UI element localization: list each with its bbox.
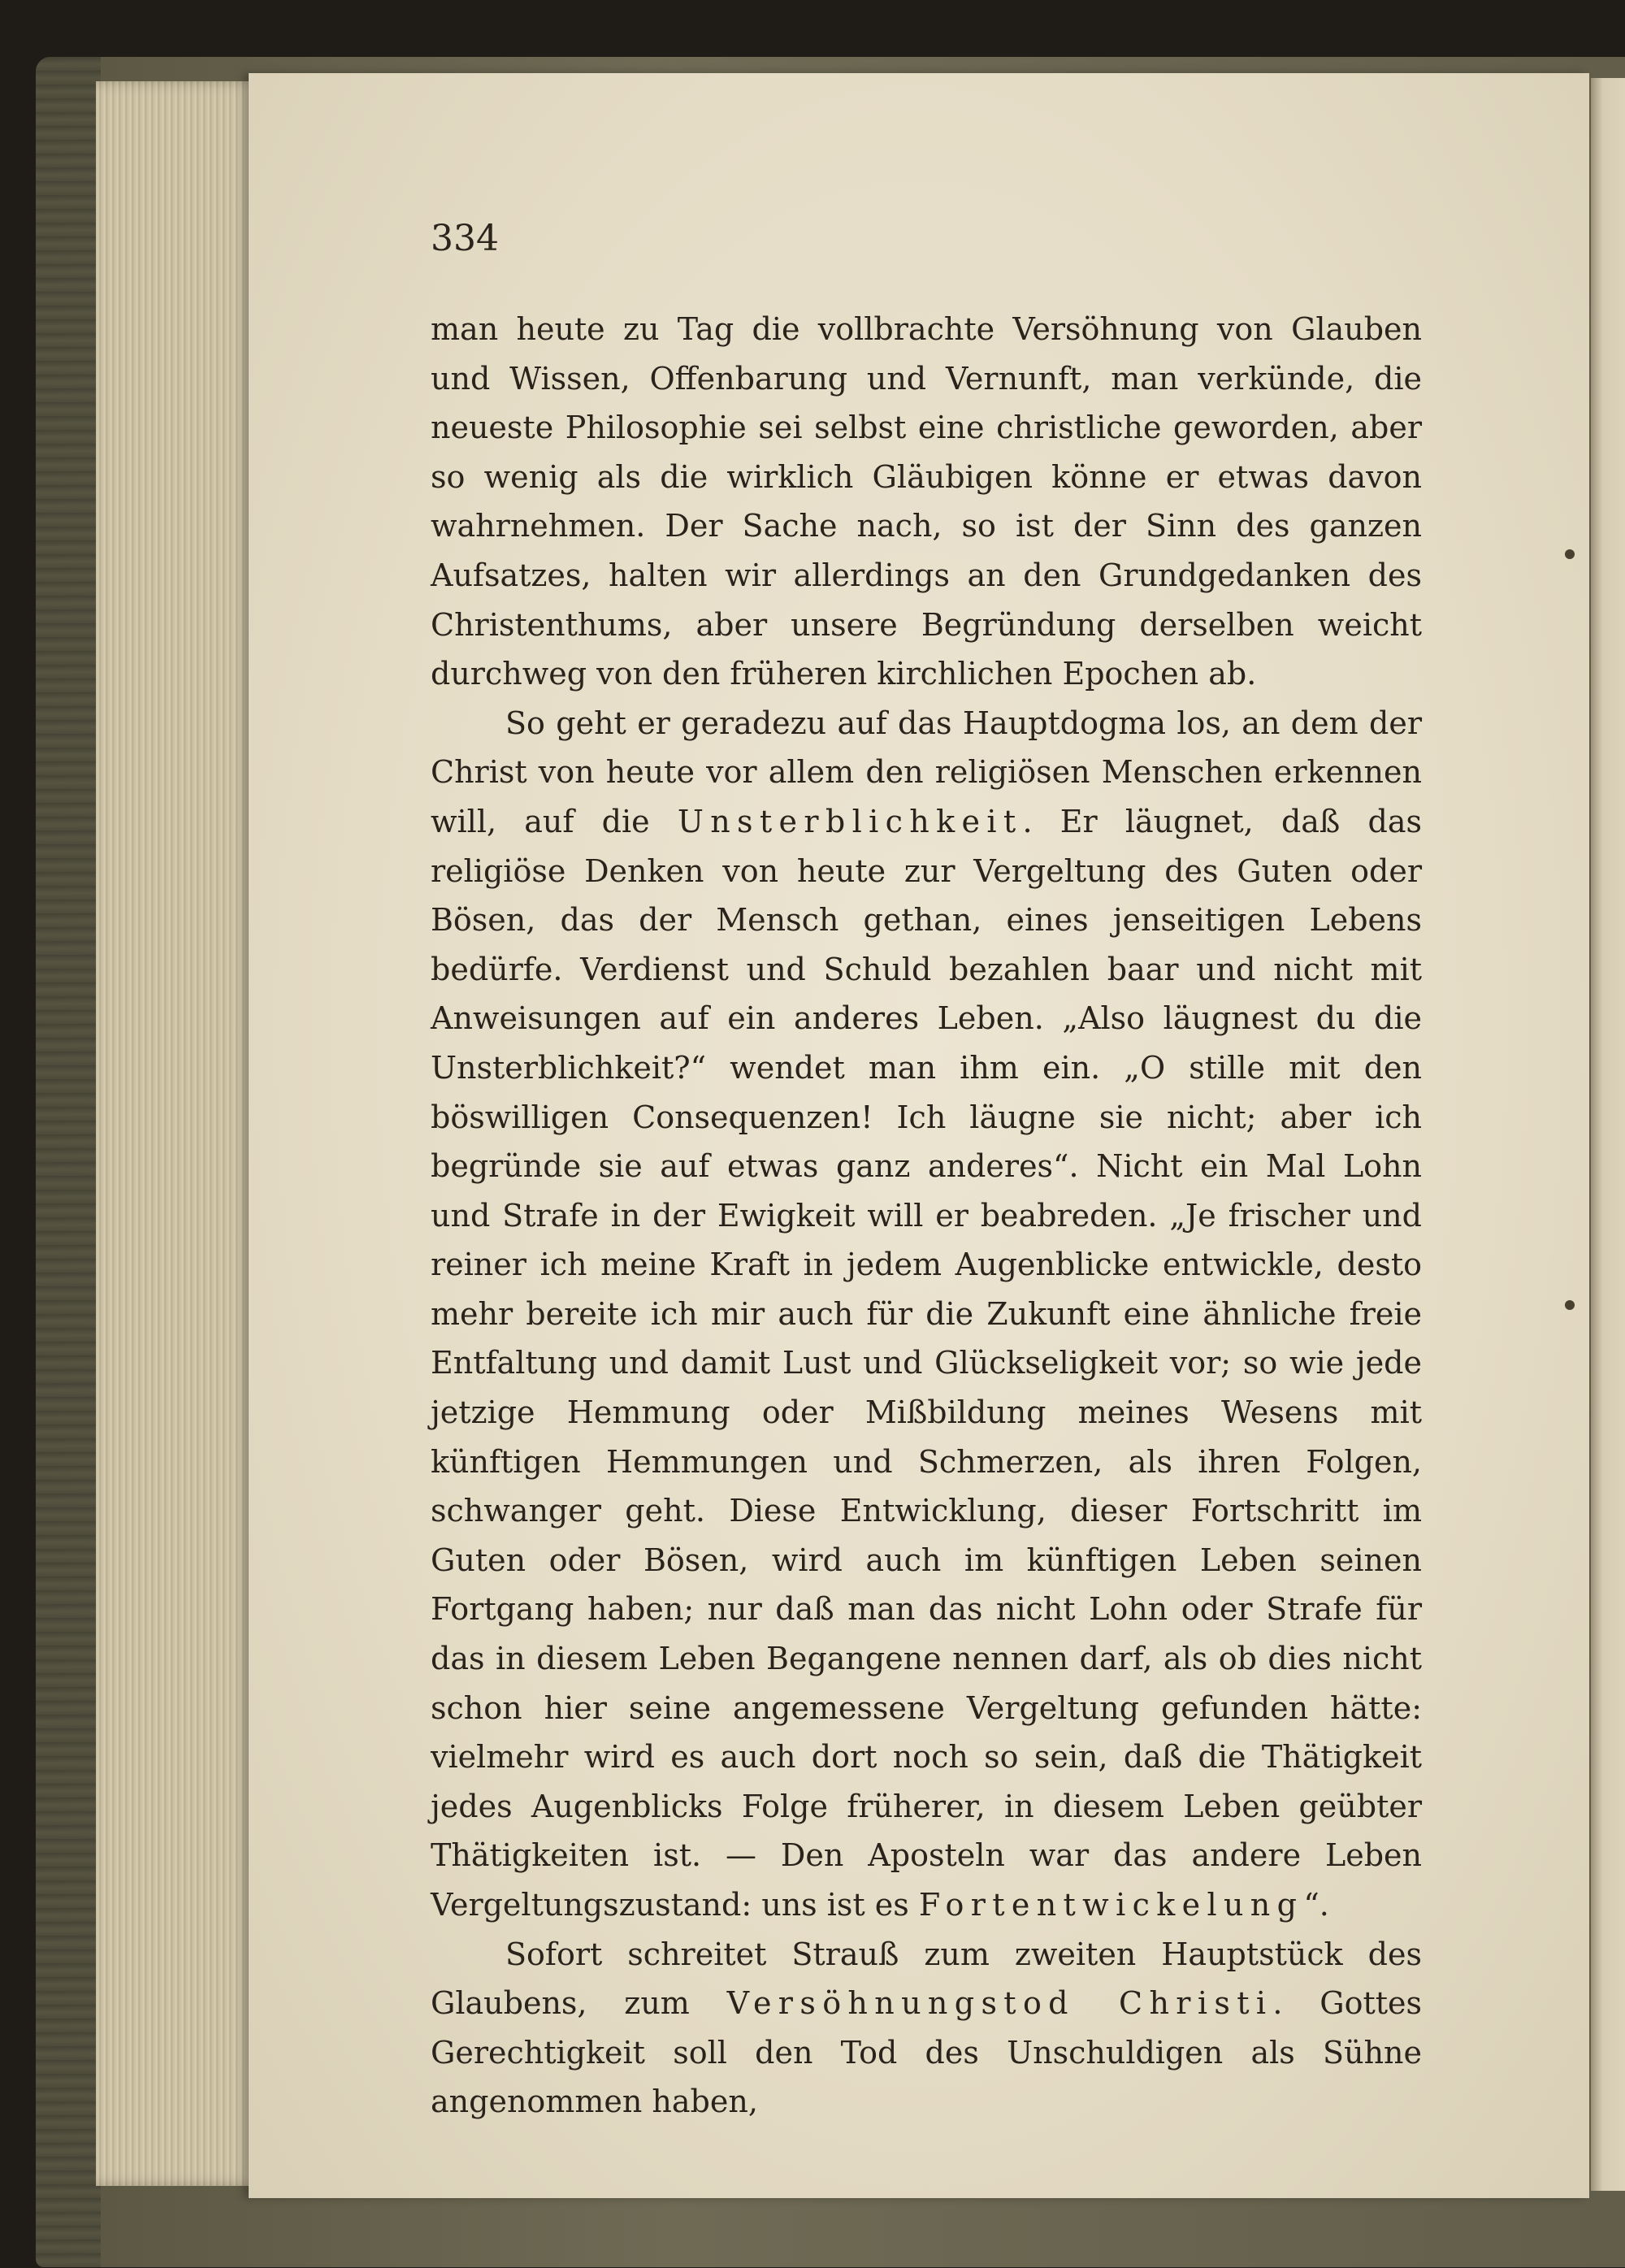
page-number: 334 bbox=[431, 218, 499, 259]
emphasized-term: Versöhnungstod Christi bbox=[726, 1985, 1273, 2022]
paragraph-text: man heute zu Tag die vollbrachte Versöhnung von Glauben und Wissen, Offenbarung und Vernunft, man verkünde, die neueste Philosophie sei selbst eine christliche geworden, aber so wenig als die wirklich Gläubigen könne er etwas davon wahrnehmen. Der Sache nach, so ist der Sinn des ganzen Aufsatzes, halten wir allerdings an den Grundgedanken des Christenthums, aber unsere Begründung derselben weicht durchweg von den früheren kirchlichen Epochen ab. bbox=[431, 311, 1422, 692]
paragraph-text: “. bbox=[1303, 1887, 1329, 1923]
paragraph-text: So geht er geradezu auf das Hauptdogma los, an dem der Christ von heute vor allem den religiösen Menschen erkennen will, auf die bbox=[431, 705, 1422, 839]
emphasized-term: Unsterblichkeit bbox=[677, 803, 1023, 839]
paragraph bbox=[431, 699, 1422, 1930]
paragraph-text: . Er läugnet, daß das religiöse Denken von heute zur Vergeltung des Guten oder Bösen, das der Mensch gethan, eines jenseitigen Lebens bedürfe. Verdienst und Schuld bezahlen baar und nicht mit Anweisungen auf ein anderes Leben. „Also läugnest du die Unsterblichkeit?“ wendet man ihm ein. „O stille mit den böswilligen Consequenzen! Ich läugne sie nicht; aber ich begründe sie auf etwas ganz anderes“. Nicht ein Mal Lohn und Strafe in der Ewigkeit will er beabreden. „Je frischer und reiner ich meine Kraft in jedem Augenblicke entwickle, desto mehr bereite ich mir auch für die Zukunft eine ähnliche freie Entfaltung und damit Lust und Glückseligkeit vor; so wie jede jetzige Hemmung oder Mißbildung meines Wesens mit künftigen Hemmungen und Schmerzen, als ihren Folgen, schwanger geht. Diese Entwicklung, dieser Fortschritt im Guten oder Bösen, wird auch im künftigen Leben seinen Fortgang haben; nur daß man das nicht Lohn oder Strafe für das in diesem Leben Begangene nennen darf, als ob dies nicht schon hier seine angemessene Vergeltung gefunden hätte: vielmehr wird es auch dort noch so sein, daß die Thätigkeit jedes Augenblicks Folge früherer, in diesem Leben geübter Thätigkeiten ist. — Den Aposteln war das andere Leben Vergeltungszustand: uns ist es bbox=[431, 803, 1422, 1923]
paragraph-text: . Gottes Gerechtigkeit soll den Tod des Unschuldigen als Sühne angenommen haben, bbox=[431, 1985, 1422, 2120]
binding-tack bbox=[1565, 549, 1575, 559]
book-cover-edge bbox=[36, 57, 101, 2267]
facing-page-edge bbox=[1591, 78, 1625, 2191]
paragraph bbox=[431, 305, 1422, 699]
binding-tack bbox=[1565, 1300, 1575, 1310]
paragraph bbox=[431, 1930, 1422, 2127]
paragraph-text: Sofort schreitet Strauß zum zweiten Hauptstück des Glaubens, zum bbox=[431, 1936, 1422, 2022]
page-body bbox=[431, 305, 1422, 2127]
emphasized-term: Fortentwickelung bbox=[918, 1887, 1304, 1923]
page-edges bbox=[96, 81, 258, 2186]
